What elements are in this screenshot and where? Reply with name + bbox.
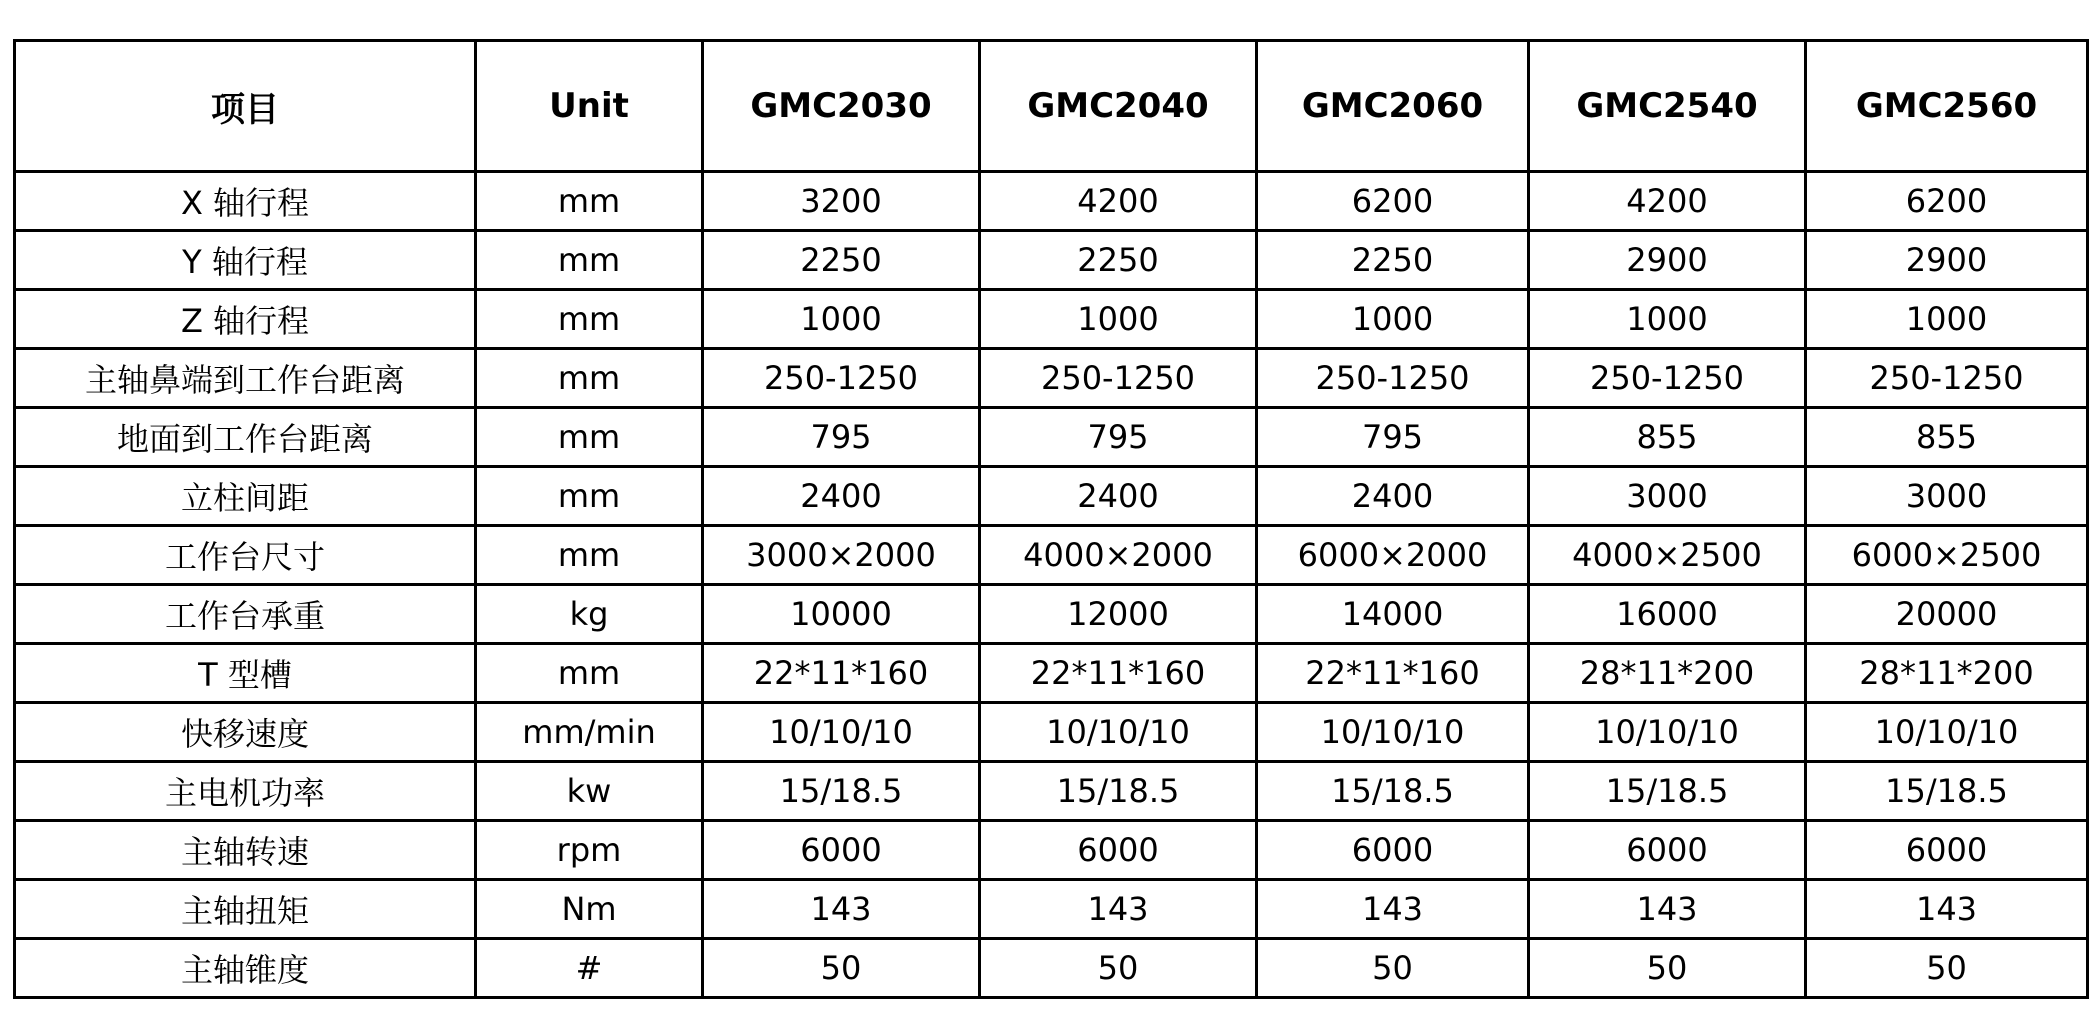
value-cell: 22*11*160 [980,644,1257,703]
row-label-cell: X 轴行程 [15,172,476,231]
value-cell: 143 [1257,880,1529,939]
table-row [15,703,2088,762]
value-cell: 6000 [1529,821,1806,880]
value-cell: 4000×2500 [1529,526,1806,585]
value-cell: 4200 [1529,172,1806,231]
value-cell: 3000 [1806,467,2088,526]
value-cell: 10/10/10 [1529,703,1806,762]
value-cell: 3000×2000 [703,526,980,585]
value-cell: 16000 [1529,585,1806,644]
unit-cell: mm [476,172,703,231]
unit-cell: mm [476,644,703,703]
value-cell: 10/10/10 [703,703,980,762]
value-cell: 12000 [980,585,1257,644]
row-label-cell: T 型槽 [15,644,476,703]
unit-cell: rpm [476,821,703,880]
header-model: GMC2060 [1257,41,1529,172]
value-cell: 855 [1529,408,1806,467]
value-cell: 855 [1806,408,2088,467]
table-row [15,408,2088,467]
row-label-cell: 地面到工作台距离 [15,408,476,467]
spec-table [13,39,2089,999]
unit-cell: mm [476,290,703,349]
value-cell: 50 [1257,939,1529,998]
row-label-cell: 立柱间距 [15,467,476,526]
value-cell: 10/10/10 [1806,703,2088,762]
value-cell: 1000 [980,290,1257,349]
value-cell: 15/18.5 [703,762,980,821]
value-cell: 15/18.5 [1806,762,2088,821]
table-body [15,172,2088,998]
value-cell: 2250 [980,231,1257,290]
value-cell: 28*11*200 [1529,644,1806,703]
value-cell: 10/10/10 [1257,703,1529,762]
value-cell: 1000 [1806,290,2088,349]
row-label-cell: Y 轴行程 [15,231,476,290]
value-cell: 2400 [703,467,980,526]
value-cell: 250-1250 [1529,349,1806,408]
row-label-cell: Z 轴行程 [15,290,476,349]
value-cell: 50 [1806,939,2088,998]
value-cell: 250-1250 [1257,349,1529,408]
unit-cell: mm [476,231,703,290]
value-cell: 6200 [1806,172,2088,231]
table-row [15,231,2088,290]
unit-cell: mm [476,467,703,526]
unit-cell: mm [476,408,703,467]
value-cell: 3200 [703,172,980,231]
table-row [15,526,2088,585]
table-row [15,880,2088,939]
header-unit: Unit [476,41,703,172]
value-cell: 20000 [1806,585,2088,644]
value-cell: 15/18.5 [980,762,1257,821]
table-row [15,939,2088,998]
value-cell: 10/10/10 [980,703,1257,762]
header-model: GMC2030 [703,41,980,172]
row-label-cell: 快移速度 [15,703,476,762]
table-row [15,467,2088,526]
header-item: 项目 [15,41,476,172]
unit-cell: mm [476,349,703,408]
value-cell: 4200 [980,172,1257,231]
table-row [15,644,2088,703]
value-cell: 250-1250 [703,349,980,408]
value-cell: 6000 [1257,821,1529,880]
value-cell: 1000 [1257,290,1529,349]
value-cell: 250-1250 [980,349,1257,408]
header-model: GMC2540 [1529,41,1806,172]
unit-cell: mm/min [476,703,703,762]
value-cell: 2900 [1806,231,2088,290]
value-cell: 1000 [1529,290,1806,349]
value-cell: 795 [980,408,1257,467]
value-cell: 143 [980,880,1257,939]
value-cell: 2400 [1257,467,1529,526]
value-cell: 15/18.5 [1529,762,1806,821]
value-cell: 143 [1806,880,2088,939]
value-cell: 14000 [1257,585,1529,644]
value-cell: 10000 [703,585,980,644]
unit-cell: # [476,939,703,998]
row-label-cell: 主轴扭矩 [15,880,476,939]
value-cell: 2250 [1257,231,1529,290]
table-header-row [15,41,2088,172]
unit-cell: kg [476,585,703,644]
table-row [15,585,2088,644]
table-row [15,290,2088,349]
value-cell: 15/18.5 [1257,762,1529,821]
header-model: GMC2040 [980,41,1257,172]
value-cell: 143 [1529,880,1806,939]
value-cell: 28*11*200 [1806,644,2088,703]
value-cell: 250-1250 [1806,349,2088,408]
value-cell: 1000 [703,290,980,349]
value-cell: 6200 [1257,172,1529,231]
value-cell: 2250 [703,231,980,290]
table-row [15,821,2088,880]
value-cell: 143 [703,880,980,939]
row-label-cell: 主轴鼻端到工作台距离 [15,349,476,408]
value-cell: 50 [980,939,1257,998]
table-row [15,762,2088,821]
header-model: GMC2560 [1806,41,2088,172]
row-label-cell: 主轴锥度 [15,939,476,998]
value-cell: 795 [1257,408,1529,467]
value-cell: 2400 [980,467,1257,526]
value-cell: 22*11*160 [703,644,980,703]
row-label-cell: 主轴转速 [15,821,476,880]
value-cell: 6000×2500 [1806,526,2088,585]
unit-cell: Nm [476,880,703,939]
value-cell: 6000 [980,821,1257,880]
value-cell: 4000×2000 [980,526,1257,585]
unit-cell: mm [476,526,703,585]
table-row [15,349,2088,408]
row-label-cell: 工作台承重 [15,585,476,644]
row-label-cell: 主电机功率 [15,762,476,821]
value-cell: 50 [1529,939,1806,998]
table-row [15,172,2088,231]
value-cell: 6000×2000 [1257,526,1529,585]
value-cell: 50 [703,939,980,998]
value-cell: 6000 [1806,821,2088,880]
value-cell: 2900 [1529,231,1806,290]
value-cell: 6000 [703,821,980,880]
unit-cell: kw [476,762,703,821]
value-cell: 22*11*160 [1257,644,1529,703]
value-cell: 3000 [1529,467,1806,526]
value-cell: 795 [703,408,980,467]
row-label-cell: 工作台尺寸 [15,526,476,585]
